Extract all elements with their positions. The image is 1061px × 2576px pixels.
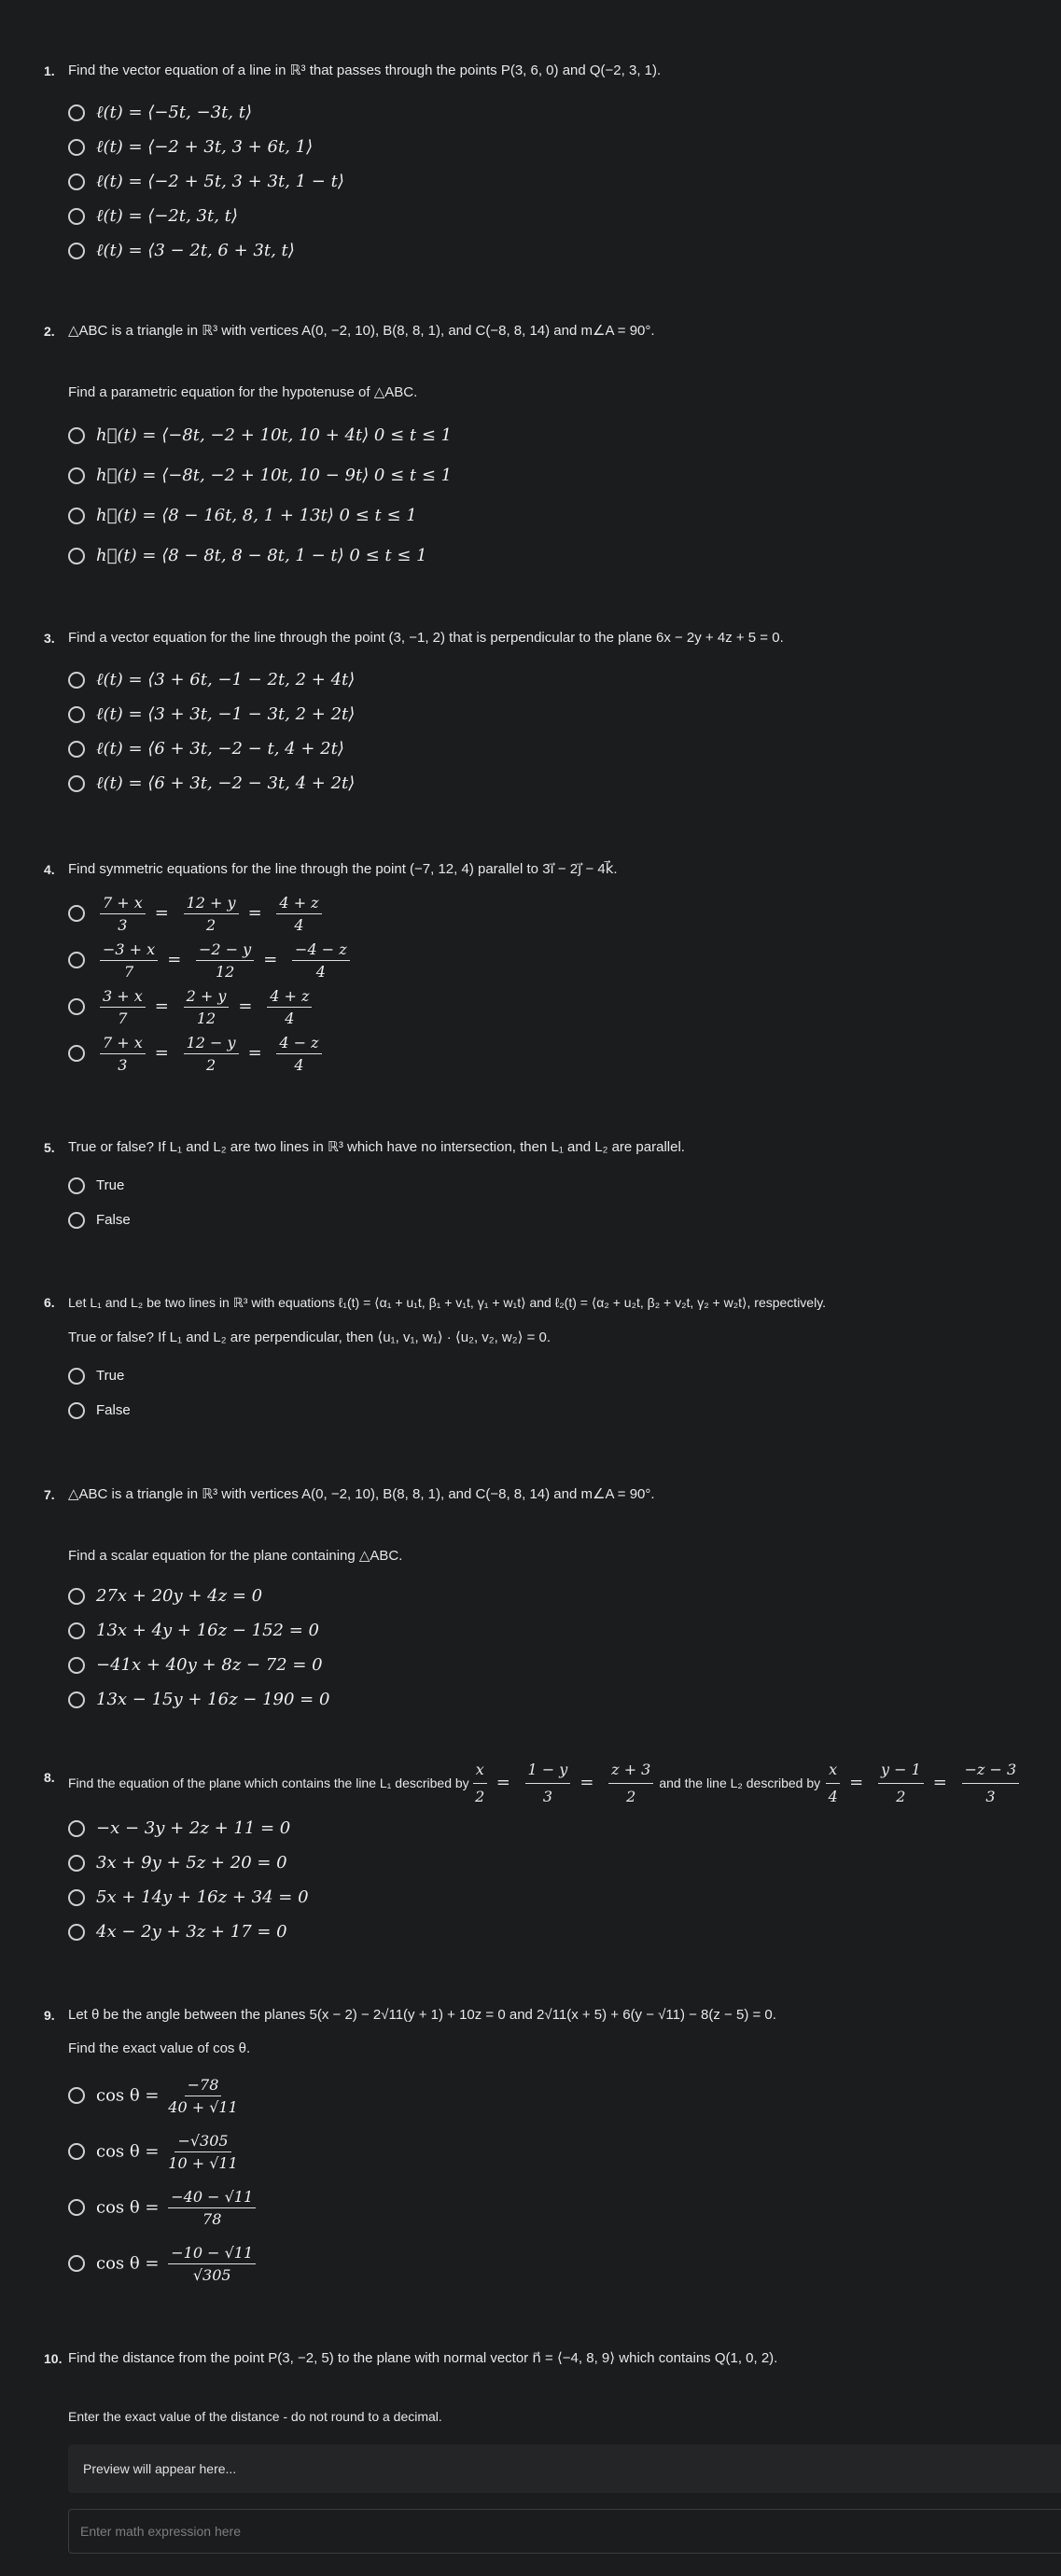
option-label: 13x − 15y + 16z − 190 = 0 (96, 1690, 330, 1709)
radio-button[interactable] (68, 706, 85, 723)
option-label: 27x + 20y + 4z = 0 (96, 1586, 263, 1606)
option-label: −41x + 40y + 8z − 72 = 0 (96, 1655, 323, 1675)
question-10 (44, 2347, 1061, 2428)
fraction (292, 940, 350, 981)
option-label: True (96, 1368, 125, 1384)
fraction (100, 940, 158, 981)
option-label: −x − 3y + 2z + 11 = 0 (96, 1818, 291, 1838)
radio-button[interactable] (68, 1924, 85, 1941)
option[interactable] (68, 415, 1061, 455)
radio-button[interactable] (68, 741, 85, 758)
radio-button[interactable] (68, 998, 85, 1015)
option[interactable] (68, 2123, 1061, 2179)
question-subprompt: Enter the exact value of the distance - do not round to a decimal. (68, 2409, 442, 2424)
radio-button[interactable] (68, 1622, 85, 1639)
denominator: 4 (285, 1009, 295, 1027)
numerator: 7 + x (100, 894, 146, 914)
option-label (96, 2188, 259, 2228)
numerator: x (473, 1759, 487, 1784)
option[interactable] (68, 164, 1061, 199)
option-label: 13x + 4y + 16z − 152 = 0 (96, 1621, 319, 1640)
denominator: 78 (202, 2209, 222, 2228)
option-label: ℓ(t) = ⟨3 + 6t, −1 − 2t, 2 + 4t⟩ (96, 670, 356, 689)
question-7 (44, 1483, 1061, 1717)
fraction (100, 1034, 146, 1074)
option[interactable] (68, 1845, 1061, 1880)
question-6 (44, 1291, 1061, 1427)
option[interactable] (68, 1613, 1061, 1648)
option-label: $\frac{7 + x}{3}$ = $\frac{12 + y}{2}$ = $\frac{4 + z}{4}$ (96, 894, 326, 934)
math-preview: Preview will appear here... (68, 2444, 1061, 2493)
denominator: 3 (118, 915, 128, 934)
fraction (276, 894, 321, 934)
numerator: −4 − z (292, 940, 350, 961)
options-list (68, 1168, 1061, 1237)
denominator: 7 (118, 1009, 128, 1027)
option-label: $\frac{3 + x}{7}$ = $\frac{2 + y}{12}$ = $\frac{4 + z}{4}$ (96, 987, 315, 1027)
question-prompt: △ABC is a triangle in ℝ³ with vertices A(0, −2, 10), B(8, 8, 1), and C(−8, 8, 14) and m∠A = 90°. (68, 323, 655, 339)
question-number: 9. (44, 2008, 55, 2023)
question-number: 7. (44, 1487, 55, 1502)
option-label: 4x − 2y + 3z + 17 = 0 (96, 1922, 287, 1942)
question-subprompt: True or false? If L₁ and L₂ are perpendicular, then ⟨u₁, v₁, w₁⟩ · ⟨u₂, v₂, w₂⟩ = 0. (68, 1330, 551, 1345)
question-subprompt: Find a parametric equation for the hypotenuse of △ABC. (68, 384, 418, 400)
radio-button[interactable] (68, 208, 85, 225)
numerator: 4 + z (267, 987, 312, 1008)
denominator: 2 (626, 1787, 636, 1805)
option[interactable] (68, 766, 1061, 801)
radio-button[interactable] (68, 139, 85, 156)
denominator: √305 (192, 2265, 231, 2284)
option-label: h⃗(t) = ⟨−8t, −2 + 10t, 10 − 9t⟩ 0 ≤ t ≤ 1 (96, 466, 453, 485)
question-subprompt: Find a scalar equation for the plane containing △ABC. (68, 1548, 403, 1564)
option-label: False (96, 1212, 131, 1228)
radio-button[interactable] (68, 2199, 85, 2216)
question-prompt: Find symmetric equations for the line through the point (−7, 12, 4) parallel to 3i⃗ − 2j⃗ − 4k⃗. (68, 861, 618, 877)
denominator: 2 (206, 915, 216, 934)
fraction (267, 987, 312, 1027)
option-label: ℓ(t) = ⟨−2 + 3t, 3 + 6t, 1⟩ (96, 137, 314, 157)
question-prompt: Find the equation of the plane which contains the line L₁ described by (68, 1775, 469, 1790)
fraction (184, 894, 239, 934)
option[interactable] (68, 731, 1061, 766)
numerator: 2 + y (184, 987, 230, 1008)
denominator: 4 (315, 962, 326, 981)
radio-button[interactable] (68, 104, 85, 121)
option[interactable] (68, 2179, 1061, 2235)
radio-button[interactable] (68, 508, 85, 524)
question-prompt: Find a vector equation for the line through the point (3, −1, 2) that is perpendicular to the plane 6x − 2y + 4z + 5 = 0. (68, 630, 784, 646)
question-5 (44, 1136, 1061, 1237)
fraction (878, 1759, 924, 1808)
question-number: 10. (44, 2351, 63, 2366)
question-prompt: △ABC is a triangle in ℝ³ with vertices A(0, −2, 10), B(8, 8, 1), and C(−8, 8, 14) and m∠A = 90°. (68, 1486, 655, 1502)
question-prompt: Find the vector equation of a line in ℝ³ that passes through the points P(3, 6, 0) and Q(−2, 3, 1). (68, 63, 662, 78)
option[interactable] (68, 1393, 1061, 1427)
options-list (68, 2068, 1061, 2291)
option-label: ℓ(t) = ⟨6 + 3t, −2 − 3t, 4 + 2t⟩ (96, 773, 356, 793)
fraction (608, 1759, 653, 1808)
option[interactable] (68, 495, 1061, 536)
option-label: ℓ(t) = ⟨3 + 3t, −1 − 3t, 2 + 2t⟩ (96, 704, 356, 724)
fraction (184, 1034, 239, 1074)
fraction (100, 894, 146, 934)
numerator: −10 − √11 (168, 2244, 256, 2264)
radio-button[interactable] (68, 1692, 85, 1708)
question-number: 1. (44, 63, 55, 78)
option[interactable] (68, 1168, 1061, 1203)
numerator: −2 − y (196, 940, 254, 961)
option[interactable] (68, 1648, 1061, 1682)
radio-button[interactable] (68, 1177, 85, 1194)
numerator: z + 3 (608, 1759, 653, 1784)
option[interactable] (68, 937, 1061, 983)
option[interactable] (68, 1880, 1061, 1915)
denominator: 12 (215, 962, 235, 981)
lhs: cos θ = (96, 2197, 160, 2217)
option-label (96, 2244, 259, 2284)
fraction (168, 2076, 238, 2116)
question-number: 2. (44, 324, 55, 339)
denominator: 4 (828, 1787, 838, 1805)
fraction (962, 1759, 1020, 1808)
radio-button[interactable] (68, 1045, 85, 1062)
options-list (68, 95, 1061, 268)
fraction (168, 2188, 256, 2228)
equation: $\frac{x}{2}$ = $\frac{1 - y}{3}$ = $\frac{z + 3}{2}$ (469, 1759, 658, 1808)
denominator: 3 (118, 1055, 128, 1074)
option-label: ℓ(t) = ⟨6 + 3t, −2 − t, 4 + 2t⟩ (96, 739, 344, 759)
option-label: ℓ(t) = ⟨3 − 2t, 6 + 3t, t⟩ (96, 241, 295, 260)
numerator: 3 + x (100, 987, 146, 1008)
fraction (184, 987, 230, 1027)
options-list (68, 1358, 1061, 1427)
question-4 (44, 858, 1061, 1077)
question-prompt: True or false? If L₁ and L₂ are two lines in ℝ³ which have no intersection, then L₁ and L₂ are parallel. (68, 1139, 685, 1155)
numerator: −3 + x (100, 940, 158, 961)
option[interactable] (68, 1811, 1061, 1845)
option-label (96, 2076, 242, 2116)
option-label: h⃗(t) = ⟨8 − 8t, 8 − 8t, 1 − t⟩ 0 ≤ t ≤ 1 (96, 546, 427, 565)
numerator: −√305 (175, 2132, 230, 2152)
radio-button[interactable] (68, 775, 85, 792)
math-expression-input[interactable]: Enter math expression here (68, 2509, 1061, 2554)
fraction (473, 1759, 487, 1808)
numerator: 12 − y (184, 1034, 239, 1054)
option[interactable] (68, 199, 1061, 233)
numerator: 1 − y (525, 1759, 571, 1784)
numerator: 12 + y (184, 894, 239, 914)
options-list (68, 1811, 1061, 1949)
fraction (168, 2244, 256, 2284)
options-list (68, 1579, 1061, 1717)
option[interactable] (68, 1915, 1061, 1949)
option[interactable] (68, 536, 1061, 576)
question-subprompt: Find the exact value of cos θ. (68, 2040, 251, 2056)
radio-button[interactable] (68, 1855, 85, 1872)
radio-button[interactable] (68, 1889, 85, 1906)
question-2 (44, 320, 1061, 576)
option[interactable] (68, 1203, 1061, 1237)
numerator: 4 − z (276, 1034, 321, 1054)
question-prompt: Let L₁ and L₂ be two lines in ℝ³ with equations ℓ₁(t) = ⟨α₁ + u₁t, β₁ + v₁t, γ₁ + w₁t⟩ and ℓ₂(t) = ⟨α₂ + u₂t, β₂ + v₂t, γ₂ + w₂t⟩, respectively. (68, 1295, 827, 1310)
option[interactable] (68, 1682, 1061, 1717)
option-label: ℓ(t) = ⟨−5t, −3t, t⟩ (96, 103, 253, 122)
option-label (96, 2132, 242, 2172)
question-8 (44, 1760, 1061, 1949)
denominator: 2 (896, 1787, 906, 1805)
option-label: h⃗(t) = ⟨−8t, −2 + 10t, 10 + 4t⟩ 0 ≤ t ≤ 1 (96, 425, 453, 445)
option[interactable] (68, 983, 1061, 1030)
question-3 (44, 627, 1061, 801)
radio-button[interactable] (68, 467, 85, 484)
radio-button[interactable] (68, 427, 85, 444)
option[interactable] (68, 890, 1061, 937)
numerator: y − 1 (878, 1759, 924, 1784)
radio-button[interactable] (68, 548, 85, 564)
option[interactable] (68, 233, 1061, 268)
option-label: False (96, 1402, 131, 1418)
question-prompt-continued: and the line L₂ described by (659, 1775, 821, 1790)
denominator: 40 + √11 (168, 2097, 238, 2116)
radio-button[interactable] (68, 952, 85, 968)
option[interactable] (68, 1579, 1061, 1613)
fraction (826, 1759, 840, 1808)
option[interactable] (68, 697, 1061, 731)
question-number: 5. (44, 1140, 55, 1155)
denominator: 12 (196, 1009, 216, 1027)
lhs: cos θ = (96, 2085, 160, 2105)
option-label: $\frac{-3 + x}{7}$ = $\frac{-2 - y}{12}$ = $\frac{-4 - z}{4}$ (96, 940, 354, 981)
equation: $\frac{x}{4}$ = $\frac{y - 1}{2}$ = $\frac{-z - 3}{3}$ (822, 1759, 1023, 1808)
question-9 (44, 2004, 1061, 2291)
numerator: −z − 3 (962, 1759, 1020, 1784)
question-1 (44, 60, 1061, 268)
question-prompt: Find the distance from the point P(3, −2, 5) to the plane with normal vector n⃗ = ⟨−4, 8, 9⟩ which contains Q(1, 0, 2). (68, 2350, 778, 2366)
fraction (196, 940, 254, 981)
numerator: x (826, 1759, 840, 1784)
option[interactable] (68, 1358, 1061, 1393)
radio-button[interactable] (68, 1820, 85, 1837)
denominator: 7 (124, 962, 134, 981)
question-number: 6. (44, 1295, 55, 1310)
option-label: ℓ(t) = ⟨−2t, 3t, t⟩ (96, 206, 238, 226)
option[interactable] (68, 130, 1061, 164)
radio-button[interactable] (68, 1368, 85, 1385)
question-prompt: Let θ be the angle between the planes 5(x − 2) − 2√11(y + 1) + 10z = 0 and 2√11(x + 5) + 6(y − √11) − 8(z − 5) = 0. (68, 2007, 776, 2023)
options-list (68, 890, 1061, 1077)
option[interactable] (68, 662, 1061, 697)
denominator: 3 (542, 1787, 553, 1805)
fraction (168, 2132, 238, 2172)
denominator: 4 (294, 1055, 304, 1074)
option-label: $\frac{7 + x}{3}$ = $\frac{12 - y}{2}$ = $\frac{4 - z}{4}$ (96, 1034, 326, 1074)
radio-button[interactable] (68, 2087, 85, 2104)
option[interactable] (68, 2235, 1061, 2291)
radio-button[interactable] (68, 905, 85, 922)
radio-button[interactable] (68, 2255, 85, 2272)
radio-button[interactable] (68, 2143, 85, 2160)
question-number: 8. (44, 1770, 55, 1785)
denominator: 2 (206, 1055, 216, 1074)
question-number: 3. (44, 631, 55, 646)
denominator: 3 (985, 1787, 996, 1805)
fraction (276, 1034, 321, 1074)
options-list (68, 662, 1061, 801)
denominator: 10 + √11 (168, 2153, 238, 2172)
lhs: cos θ = (96, 2141, 160, 2161)
numerator: 7 + x (100, 1034, 146, 1054)
fraction (100, 987, 146, 1027)
options-list (68, 415, 1061, 576)
denominator: 4 (294, 915, 304, 934)
radio-button[interactable] (68, 243, 85, 259)
option-label: ℓ(t) = ⟨−2 + 5t, 3 + 3t, 1 − t⟩ (96, 172, 344, 191)
option[interactable] (68, 95, 1061, 130)
radio-button[interactable] (68, 1657, 85, 1674)
option-label: 5x + 14y + 16z + 34 = 0 (96, 1887, 309, 1907)
radio-button[interactable] (68, 1402, 85, 1419)
option[interactable] (68, 455, 1061, 495)
lhs: cos θ = (96, 2253, 160, 2273)
numerator: 4 + z (276, 894, 321, 914)
radio-button[interactable] (68, 1588, 85, 1605)
fraction (525, 1759, 571, 1808)
option-label: h⃗(t) = ⟨8 − 16t, 8, 1 + 13t⟩ 0 ≤ t ≤ 1 (96, 506, 417, 525)
numerator: −78 (185, 2076, 222, 2096)
option-label: True (96, 1177, 125, 1193)
question-number: 4. (44, 862, 55, 877)
option[interactable] (68, 1030, 1061, 1077)
radio-button[interactable] (68, 1212, 85, 1229)
radio-button[interactable] (68, 174, 85, 190)
numerator: −40 − √11 (168, 2188, 256, 2208)
radio-button[interactable] (68, 672, 85, 689)
option-label: 3x + 9y + 5z + 20 = 0 (96, 1853, 287, 1873)
option[interactable] (68, 2068, 1061, 2123)
denominator: 2 (475, 1787, 485, 1805)
